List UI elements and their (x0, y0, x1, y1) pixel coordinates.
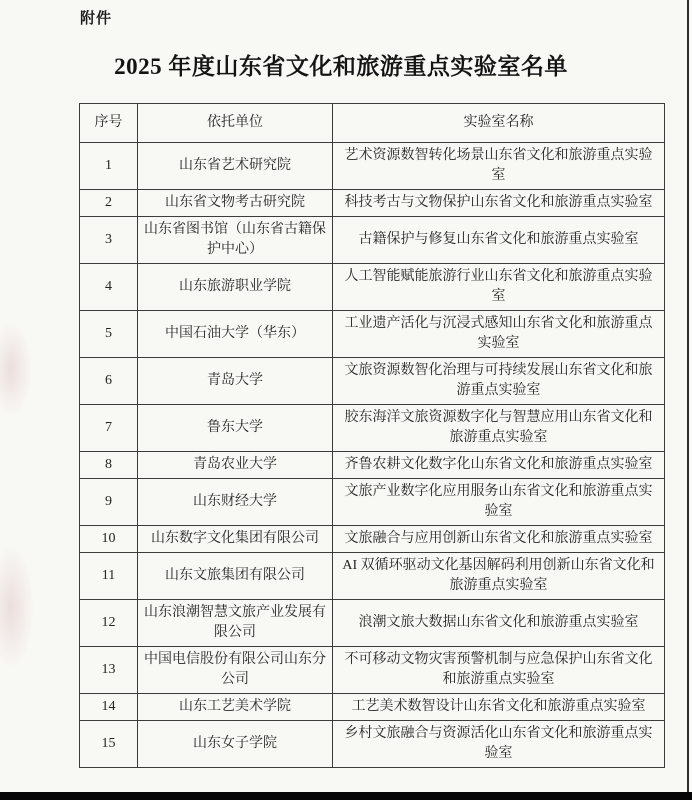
cell-supporting-unit: 山东省图书馆（山东省古籍保护中心） (138, 217, 333, 264)
cell-laboratory-name: 人工智能赋能旅游行业山东省文化和旅游重点实验室 (333, 264, 665, 311)
cell-serial-number: 10 (80, 526, 138, 553)
table-row (80, 358, 665, 405)
cell-laboratory-name: 胶东海洋文旅资源数字化与智慧应用山东省文化和旅游重点实验室 (333, 405, 665, 452)
table-row (80, 264, 665, 311)
cell-serial-number: 13 (80, 647, 138, 694)
cell-laboratory-name: AI 双循环驱动文化基因解码利用创新山东省文化和旅游重点实验室 (333, 553, 665, 600)
header-serial-number: 序号 (80, 104, 138, 143)
table-row (80, 721, 665, 768)
cell-serial-number: 1 (80, 143, 138, 190)
cell-laboratory-name: 乡村文旅融合与资源活化山东省文化和旅游重点实验室 (333, 721, 665, 768)
cell-supporting-unit: 山东工艺美术学院 (138, 694, 333, 721)
cell-serial-number: 5 (80, 311, 138, 358)
cell-serial-number: 6 (80, 358, 138, 405)
table-row (80, 647, 665, 694)
cell-laboratory-name: 工艺美术数智设计山东省文化和旅游重点实验室 (333, 694, 665, 721)
cell-laboratory-name: 浪潮文旅大数据山东省文化和旅游重点实验室 (333, 600, 665, 647)
cell-supporting-unit: 山东浪潮智慧文旅产业发展有限公司 (138, 600, 333, 647)
cell-laboratory-name: 科技考古与文物保护山东省文化和旅游重点实验室 (333, 190, 665, 217)
cell-laboratory-name: 艺术资源数智转化场景山东省文化和旅游重点实验室 (333, 143, 665, 190)
cell-supporting-unit: 山东省艺术研究院 (138, 143, 333, 190)
cell-laboratory-name: 齐鲁农耕文化数字化山东省文化和旅游重点实验室 (333, 452, 665, 479)
laboratory-table (79, 103, 665, 768)
table-row (80, 217, 665, 264)
cell-serial-number: 9 (80, 479, 138, 526)
cell-laboratory-name: 古籍保护与修复山东省文化和旅游重点实验室 (333, 217, 665, 264)
cell-supporting-unit: 中国电信股份有限公司山东分公司 (138, 647, 333, 694)
cell-supporting-unit: 山东省文物考古研究院 (138, 190, 333, 217)
cell-laboratory-name: 文旅产业数字化应用服务山东省文化和旅游重点实验室 (333, 479, 665, 526)
cell-serial-number: 7 (80, 405, 138, 452)
cell-supporting-unit: 山东旅游职业学院 (138, 264, 333, 311)
table-body (80, 143, 665, 768)
document-title: 2025 年度山东省文化和旅游重点实验室名单 (114, 54, 568, 79)
scan-edge-line-artifact (687, 0, 689, 800)
table-row (80, 405, 665, 452)
table-row (80, 526, 665, 553)
cell-serial-number: 11 (80, 553, 138, 600)
table-row (80, 479, 665, 526)
scan-smudge-artifact (0, 545, 34, 670)
scanner-bottom-bar-artifact (0, 792, 692, 800)
table-row (80, 143, 665, 190)
table-row (80, 694, 665, 721)
cell-supporting-unit: 山东财经大学 (138, 479, 333, 526)
table-row (80, 600, 665, 647)
scan-smudge-artifact (0, 322, 32, 417)
cell-supporting-unit: 山东文旅集团有限公司 (138, 553, 333, 600)
cell-serial-number: 15 (80, 721, 138, 768)
table-row (80, 311, 665, 358)
cell-serial-number: 2 (80, 190, 138, 217)
table-row (80, 452, 665, 479)
table-row (80, 553, 665, 600)
table-row (80, 190, 665, 217)
header-laboratory-name: 实验室名称 (333, 104, 665, 143)
cell-supporting-unit: 山东女子学院 (138, 721, 333, 768)
cell-supporting-unit: 山东数字文化集团有限公司 (138, 526, 333, 553)
cell-serial-number: 3 (80, 217, 138, 264)
cell-supporting-unit: 中国石油大学（华东） (138, 311, 333, 358)
cell-serial-number: 12 (80, 600, 138, 647)
attachment-label: 附件 (80, 11, 113, 27)
header-supporting-unit: 依托单位 (138, 104, 333, 143)
cell-serial-number: 4 (80, 264, 138, 311)
cell-serial-number: 8 (80, 452, 138, 479)
cell-laboratory-name: 不可移动文物灾害预警机制与应急保护山东省文化和旅游重点实验室 (333, 647, 665, 694)
table-header (80, 104, 665, 143)
cell-supporting-unit: 鲁东大学 (138, 405, 333, 452)
table-header-row (80, 104, 665, 143)
cell-serial-number: 14 (80, 694, 138, 721)
cell-laboratory-name: 文旅资源数智化治理与可持续发展山东省文化和旅游重点实验室 (333, 358, 665, 405)
cell-supporting-unit: 青岛农业大学 (138, 452, 333, 479)
cell-laboratory-name: 工业遗产活化与沉浸式感知山东省文化和旅游重点实验室 (333, 311, 665, 358)
cell-laboratory-name: 文旅融合与应用创新山东省文化和旅游重点实验室 (333, 526, 665, 553)
cell-supporting-unit: 青岛大学 (138, 358, 333, 405)
